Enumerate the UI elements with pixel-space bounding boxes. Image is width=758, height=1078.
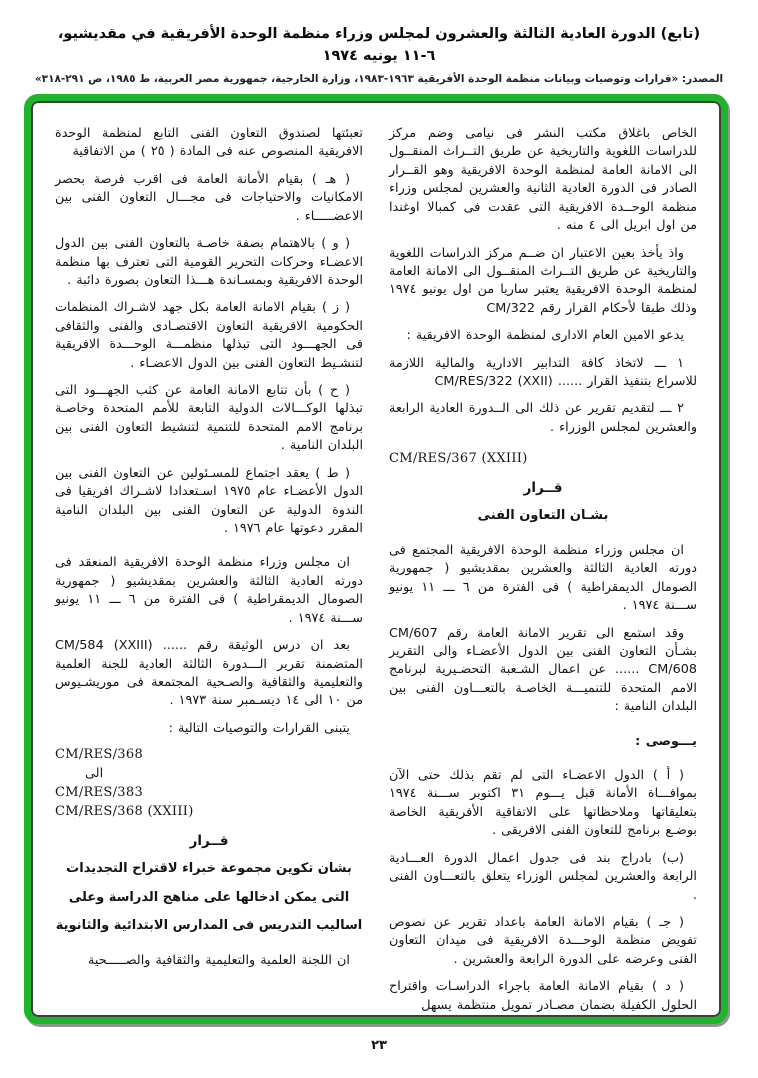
- list-item-z: ( ز ) بقيام الامانة العامة بكل جهد لاشـراك المنظمات الحكومية الافريقية التعاون الاقتصـادى والفنى والثقافى فى الجهـــود التى تبذلها منظمـــة الوحـــدة الافريقية لتنشـيط التعاون الفنى بين الدول الاعضـاء .: [55, 300, 363, 371]
- paragraph-council-session: ان مجلس وزراء منظمة الوحدة الافريقية المجتمع فى دورته العادية الثالثة والعشرين بمقديشيو ( جمهورية الصومال الديمقراطية ) فى الفترة من ٦ ـــ ١١ يونيو ســـنة ١٩٧٤ .: [389, 542, 697, 614]
- resolution-subject: بشـان التعاون الفنى: [477, 508, 609, 524]
- page-header: [0, 24, 758, 85]
- list-item-t: ( ط ) يعقد اجتماع للمسـئولين عن التعاون الفنى بين الدول الأعضـاء عام ١٩٧٥ اسـتعدادا لاشـراك افريقيا فى الندوة الدولية عن التعاون الفنى بين البلدان النامية المقرر دعوتها عام ١٩٧٦ .: [55, 465, 363, 537]
- left-column: [55, 125, 363, 1007]
- list-item-h: ( هـ ) بقيام الأمانة العامة فى اقرب فرصة بحصر الامكانيات والاحتياجات فى مجـــال التعاون الفنى بين الاعضـــــاء .: [55, 171, 363, 224]
- list-item-j: ( جـ ) بقيام الامانة العامة باعداد تقرير عن نصوص تفويض منظمة الوحـــدة الافريقية فى ميدان التعاون الفنى وعرضه على الدورة الرابعة والعشرين .: [389, 915, 697, 967]
- list-item-hh: ( ح ) بأن تتابع الامانة العامة عن كثب الجهـــود التى تبذلها الوكـــالات الدولية التابعة للأمم المتحدة وخاصـة برنامج الامم المتحدة للتنمية لتنشيط التعاون الفنى بين البلدان النامية .: [55, 383, 363, 454]
- header-source-line: المصدر: «قرارات وتوصيات وبيانات منظمة الوحدة الأفريقية ١٩٦٣-١٩٨٣، وزارة الخارجية، جمهورية مصر العربية، ط ١٩٨٥، ص ٢٩١-٣١٨»: [34, 72, 724, 85]
- paragraph-studied-doc: بعد ان درس الوثيقة رقم ...... CM/584 (XXIII) المتضمنة تقرير الـــدورة الثالثة العادية للجنة العلمية والتعليمية والثقافية والصـحية المجتمعة فى موريشـيوس من ١٠ الى ١٤ ديسـمبر سنة ١٩٧٣ .: [55, 638, 363, 709]
- resolution-subject-line-2: التى يمكن ادخالها على مناهج الدراسة وعلى: [68, 889, 350, 905]
- resolution-ref-367: CM/RES/367 (XXIII): [389, 451, 528, 467]
- ref-range-to: الى: [85, 766, 104, 782]
- list-item-1: ١ ـــ لاتخاذ كافة التدابير الادارية والمالية اللازمة للاسراع بتنفيذ القرار ...... CM/RES/322 (XXII): [389, 355, 697, 390]
- paragraph-committee: ان اللجنة العلمية والتعليمية والثقافية والصـــــحية: [87, 952, 350, 968]
- paragraph-recommends: يـــوصى :: [635, 733, 697, 749]
- resolution-subject-line-3: اساليب التدريس فى المدارس الابتدائية والثانوية: [55, 918, 363, 934]
- paragraph-heard-report: وقد استمع الى تقرير الامانة العامة رقم CM/607 بشـأن التعاون الفنى بين الدول الأعضـاء والى التقرير CM/608 ...... عن اعمال الشـعبة التحضـيرية لبرنامج الامم المتحدة للتنميـــة الخاصـة بالتعـــاون الفنى بين البلدان النامية :: [389, 625, 697, 715]
- resolution-ref-368: CM/RES/368: [55, 747, 144, 763]
- resolution-subject-line-1: بشان تكوين مجموعة خبراء لاقتراح التجديدات: [66, 861, 352, 877]
- list-item-w: ( و ) بالاهتمام بصفة خاصـة بالتعاون الفنى بين الدول الاعضـاء وحركات التحرير القومية التى تعترف بها منظمة الوحدة الافريقية وبمسـاندة هـــذا التعاون بصورة دائبة .: [55, 236, 363, 288]
- page-number: ٢٣: [371, 1038, 387, 1053]
- resolution-ref-383: CM/RES/383: [55, 785, 144, 801]
- two-column-body: [31, 101, 721, 1017]
- paragraph-considering: واذ يأخذ بعين الاعتبار ان ضــم مركز الدراسات اللغوية والتاريخية عن طريق التــراث المنقــول الى الامانة العامة لمنظمة الوحدة الافريقية يعتبر ساريا من اول يونيو ١٩٧٤ وذلك طبقا لأحكام القرار رقم CM/322: [389, 245, 697, 316]
- paragraph-council-session-2: ان مجلس وزراء منظمة الوحدة الافريقية المنعقد فى دورته العادية الثالثة والعشرين بمقديشيو ( جمهورية الصومال الديمقراطية ) فى الفترة من ٦ ـــ ١١ يونيو ســـنة ١٩٧٤ .: [55, 555, 363, 626]
- resolution-ref-368-xxiii: CM/RES/368 (XXIII): [55, 804, 194, 820]
- paragraph-invites: يدعو الامين العام الادارى لمنظمة الوحدة الافريقية :: [406, 328, 684, 344]
- list-item-2: ٢ ـــ لتقديم تقرير عن ذلك الى الــدورة العادية الرابعة والعشرين لمجلس الوزراء .: [389, 401, 697, 435]
- list-item-b: (ب) بادراج بند فى جدول اعمال الدورة العـــادية الرابعة والعشرين لمجلس الوزراء يتعلق بالتعـــاون الفنى .: [389, 850, 697, 903]
- resolution-heading: قــرار: [523, 480, 563, 497]
- paragraph-fund-continuation: تعبئتها لصندوق التعاون الفنى التابع لمنظمة الوحدة الافريقية المنصوص عنه فى المادة ( ٢٥ ) من الاتفاقية: [55, 126, 363, 160]
- list-item-a: ( أ ) الدول الاعضـاء التى لم تقم بذلك حتى الآن بموافـــاة الأمانة قبل يـــوم ٣١ اكتوبر ســـنة ١٩٧٤ بتعليقاتها وملاحظاتها على الاتفاقية الأفريقية الخاصة بوضـع برنامج للتعاون الفنى الافريقى .: [389, 768, 697, 839]
- right-column: [389, 125, 697, 1013]
- green-border-frame: [24, 94, 728, 1024]
- paragraph-adopts: يتبنى القرارات والتوصيات التالية :: [168, 720, 350, 736]
- header-title: (تابع) الدورة العادية الثالثة والعشرون لمجلس وزراء منظمة الوحدة الأفريقية في مقديشيو، ٦-١١ يونيه ١٩٧٤: [57, 26, 701, 64]
- resolution-heading-2: قــرار: [189, 833, 229, 850]
- list-item-d: ( د ) بقيام الامانة العامة باجراء الدراسـات واقتراح الحلول الكفيلة بضمان مصـادر تمويل منتظمة يسهل: [389, 979, 697, 1013]
- paragraph-continuation: الخاص باغلاق مكتب النشر فى نيامى وضم مركز للدراسات اللغوية والتاريخية عن طريق التــراث المنقــول الى الامانة العامة لمنظمة الوحدة الافريقية وهو القــرار الصادر فى الدورة العادية الثانية والعشرين لمجلس وزراء منظمة الوحــدة الافريقية التى عقدت فى كمبالا اوغندا من اول ابريل الى ٤ منه .: [389, 126, 697, 234]
